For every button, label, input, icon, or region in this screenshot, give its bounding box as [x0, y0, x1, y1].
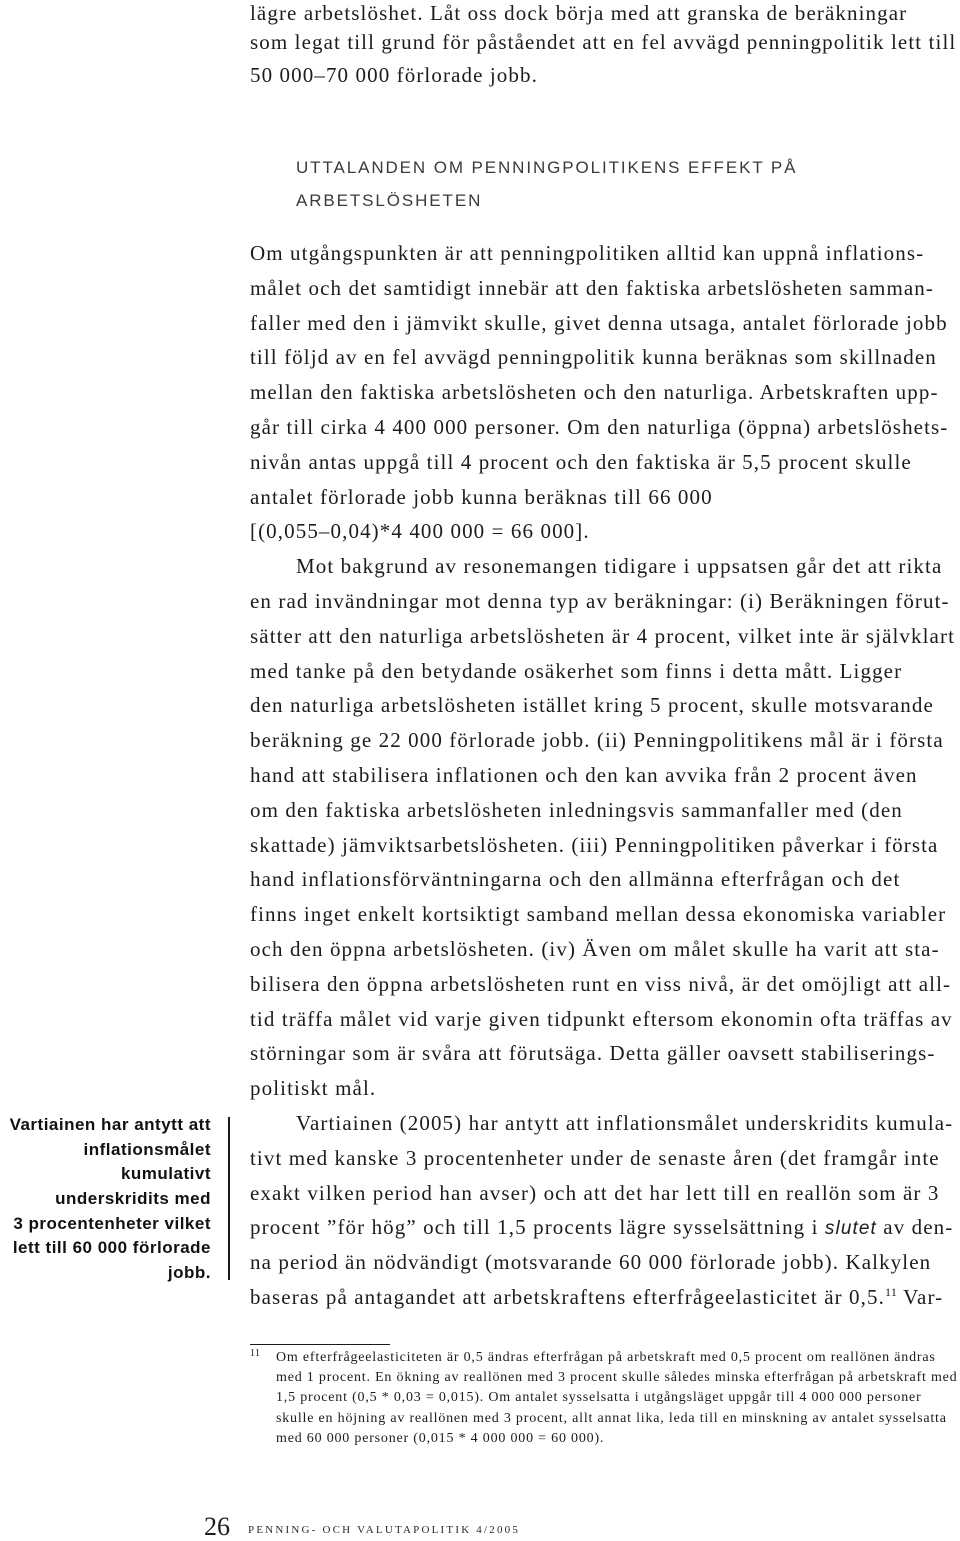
body-line: den naturliga arbetslösheten istället kring 5 procent, skulle motsvarande: [250, 693, 934, 718]
intro-paragraph: [250, 0, 958, 92]
margin-note-line: jobb.: [167, 1263, 211, 1283]
intro-line: lägre arbetslöshet. Låt oss dock börja med att granska de beräkningar: [250, 1, 908, 25]
body-line: [(0,055–0,04)*4 400 000 = 66 000].: [250, 519, 590, 544]
intro-line: som legat till grund för påståendet att en fel avvägd penningpolitik lett till: [250, 30, 957, 54]
body-text: [250, 236, 958, 1315]
body-line: beräkning ge 22 000 förlorade jobb. (ii) Penningpolitikens mål är i första: [250, 728, 944, 753]
body-line: hand inflationsförväntningarna och den allmänna efterfrågan och det: [250, 867, 901, 892]
margin-note-rule: [228, 1117, 230, 1280]
body-line: nivån antas uppgå till 4 procent och den faktiska är 5,5 procent skulle: [250, 449, 912, 474]
running-footer: PENNING- OCH VALUTAPOLITIK 4/2005: [248, 1524, 521, 1536]
margin-note: [0, 1113, 211, 1286]
footnote-line: Om efterfrågeelasticiteten är 0,5 ändras efterfrågan på arbetskraft med 0,5 procent om reallönen ändras: [276, 1350, 936, 1365]
section-heading: [296, 151, 936, 217]
body-line: skattade) jämviktsarbetslösheten. (iii) Penningpolitiken påverkar i första: [250, 832, 939, 857]
margin-note-line: inflationsmålet: [83, 1139, 211, 1159]
margin-note-line: Vartiainen har antytt att: [9, 1115, 211, 1134]
body-line: om den faktiska arbetslösheten inledningsvis sammanfaller med (den: [250, 797, 903, 822]
footnote-line: med 1 procent. En ökning av reallönen med 3 procent skulle således minska efterfrågan på arbetskraft med: [276, 1370, 958, 1386]
body-line: tid träffa målet vid varje given tidpunkt eftersom ekonomin ofta träffas av: [250, 1006, 953, 1031]
intro-line: 50 000–70 000 förlorade jobb.: [250, 63, 538, 87]
margin-note-line: 3 procentenheter vilket: [13, 1213, 211, 1233]
body-line: exakt vilken period han avser) och att det har lett till en reallön som är 3: [250, 1180, 940, 1205]
body-line: hand att stabilisera inflationen och den kan avvika från 2 procent även: [250, 762, 918, 787]
body-line: antalet förlorade jobb kunna beräknas till 66 000: [250, 484, 713, 509]
body-line: går till cirka 4 400 000 personer. Om den naturliga (öppna) arbetslöshets-: [250, 414, 949, 439]
footnote-line: 1,5 procent (0,5 * 0,03 = 0,015). Om antalet sysselsatta i utgångsläget uppgår till 4 000 000 personer: [276, 1390, 922, 1406]
footnote: [276, 1348, 958, 1449]
body-line: mellan den faktiska arbetslösheten och den naturliga. Arbetskraften upp-: [250, 380, 939, 405]
footnote-marker: 11: [250, 1348, 261, 1359]
footnote-line: skulle en höjning av reallönen med 3 procent, allt annat lika, leda till en minskning av antalet sysselsatta: [276, 1410, 947, 1426]
body-line: sätter att den naturliga arbetslösheten är 4 procent, vilket inte är självklart: [250, 623, 956, 648]
body-line: med tanke på den betydande osäkerhet som finns i detta mått. Ligger: [250, 658, 903, 683]
margin-note-line: underskridits med: [55, 1189, 211, 1209]
body-line: faller med den i jämvikt skulle, givet denna utsaga, antalet förlorade jobb: [250, 310, 948, 335]
body-line: na period än nödvändigt (motsvarande 60 000 förlorade jobb). Kalkylen: [250, 1250, 932, 1275]
body-line: Om utgångspunkten är att penningpolitiken alltid kan uppnå inflations-: [250, 241, 925, 265]
section-heading-line: UTTALANDEN OM PENNINGPOLITIKENS EFFEKT PÅ: [296, 158, 798, 177]
body-line: störningar som är svåra att förutsäga. Detta gäller oavsett stabiliserings-: [250, 1041, 936, 1066]
body-line: till följd av en fel avvägd penningpolitik kunna beräknas som skillnaden: [250, 345, 937, 370]
margin-note-line: kumulativt: [120, 1164, 211, 1184]
margin-note-line: lett till 60 000 förlorade: [12, 1238, 211, 1258]
body-line: bilisera den öppna arbetslösheten runt en viss nivå, är det omöjligt att all-: [250, 971, 952, 996]
body-line: [250, 1280, 958, 1315]
footnote-line: med 60 000 personer (0,015 * 4 000 000 = 60 000).: [276, 1430, 605, 1446]
section-heading-line: ARBETSLÖSHETEN: [296, 191, 483, 210]
body-line: politiskt mål.: [250, 1076, 377, 1101]
body-line: Vartiainen (2005) har antytt att inflationsmålet underskridits kumula-: [296, 1110, 954, 1135]
body-line: tivt med kanske 3 procentenheter under de senaste åren (det framgår inte: [250, 1145, 940, 1170]
body-line: och den öppna arbetslösheten. (iv) Även om målet skulle ha varit att sta-: [250, 936, 940, 961]
footnote-reference: 11: [884, 1284, 898, 1299]
body-line: Mot bakgrund av resonemangen tidigare i uppsatsen går det att rikta: [296, 554, 943, 579]
body-line: en rad invändningar mot denna typ av beräkningar: (i) Beräkningen förut-: [250, 588, 950, 613]
body-text-run: baseras på antagandet att arbetskraftens efterfrågeelasticitet är 0,5.: [250, 1284, 885, 1309]
page-number: 26: [204, 1512, 230, 1541]
footnote-rule: [250, 1344, 390, 1345]
body-line: finns inget enkelt kortsiktigt samband mellan dessa ekonomiska variabler: [250, 902, 947, 927]
body-line: [250, 1210, 958, 1245]
emphasis: slutet: [824, 1218, 877, 1240]
body-text-run: procent ”för hög” och till 1,5 procents lägre sysselsättning i: [250, 1215, 825, 1240]
body-text-run: av den-: [876, 1215, 954, 1240]
body-line: målet och det samtidigt innebär att den faktiska arbetslösheten samman-: [250, 275, 934, 300]
body-text-run: Var-: [897, 1284, 944, 1309]
